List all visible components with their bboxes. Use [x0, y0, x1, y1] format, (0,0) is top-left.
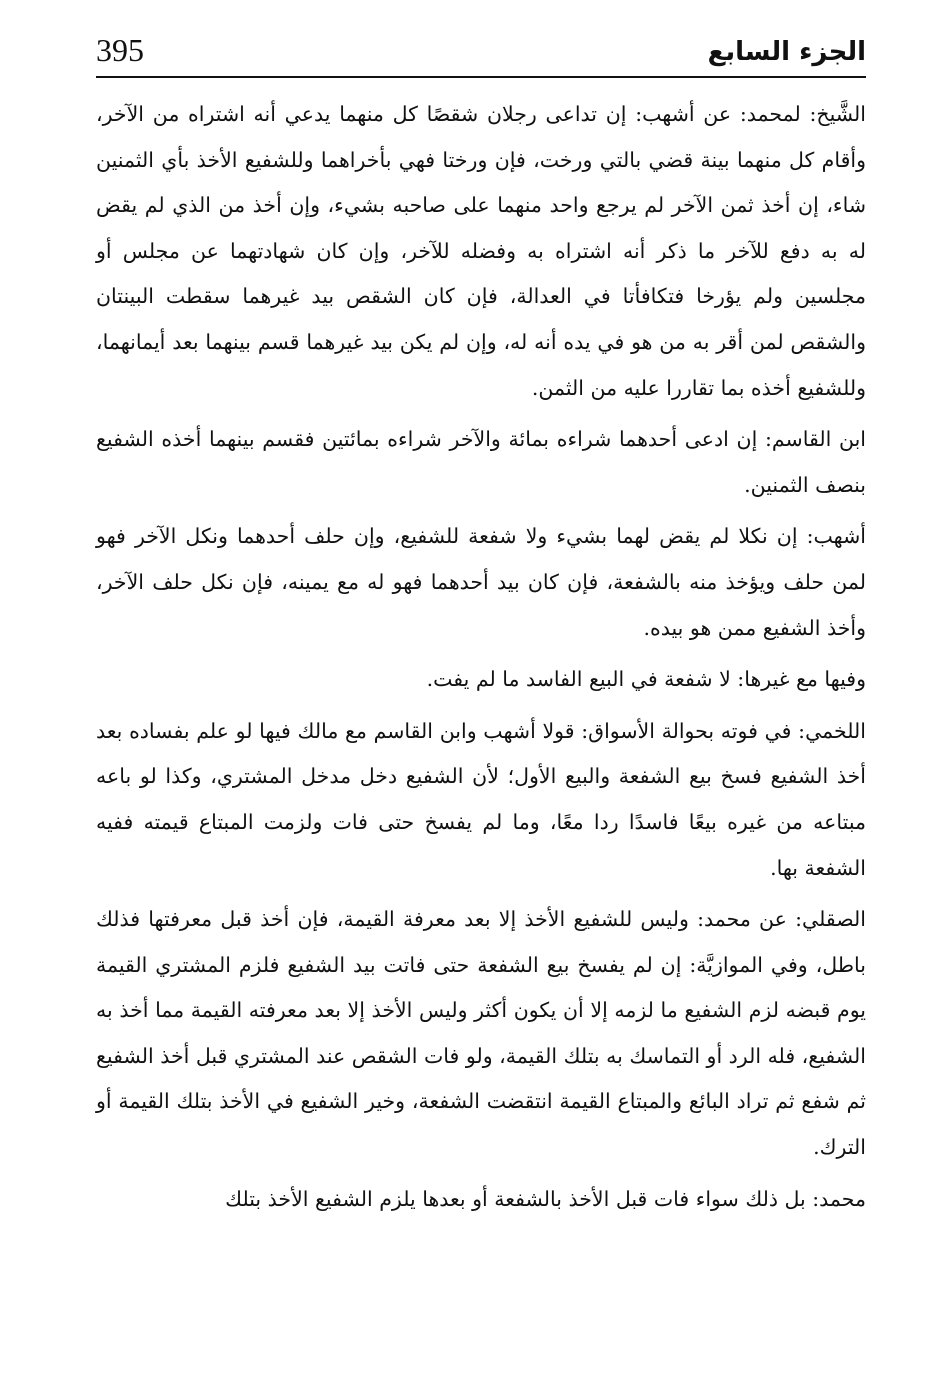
- paragraph: محمد: بل ذلك سواء فات قبل الأخذ بالشفعة أو بعدها يلزم الشفيع الأخذ بتلك: [225, 1186, 866, 1211]
- paragraph: ابن القاسم: إن ادعى أحدهما شراءه بمائة والآخر شراءه بمائتين فقسم بينهما أخذه الشفيع بنصف الثمنين.: [96, 427, 866, 497]
- paragraph: أشهب: إن نكلا لم يقض لهما بشيء ولا شفعة للشفيع، وإن حلف أحدهما ونكل الآخر فهو لمن حلف ويؤخذ منه بالشفعة، فإن كان بيد أحدهما فهو له مع يمينه، فإن نكل حلف الآخر، وأخذ الشفيع ممن هو بيده.: [96, 524, 866, 640]
- paragraph: الصقلي: عن محمد: وليس للشفيع الأخذ إلا بعد معرفة القيمة، فإن أخذ قبل معرفتها فذلك باطل، وفي الموازيَّة: إن لم يفسخ بيع الشفعة حتى فاتت بيد الشفيع فلزم المشتري القيمة يوم قبضه لزم الشفيع ما لزمه إلا أن يكون أكثر وليس الأخذ إلا بعد معرفته القيمة مما أخذ به الشفيع، فله الرد أو التماسك به بتلك القيمة، ولو فات الشقص عند المشتري قبل أخذ الشفيع ثم شفع ثم تراد البائع والمبتاع القيمة انتقضت الشفعة، وخير الشفيع في الأخذ بتلك القيمة أو الترك.: [96, 907, 866, 1160]
- paragraph: وفيها مع غيرها: لا شفعة في البيع الفاسد ما لم يفت.: [426, 667, 866, 692]
- paragraph: الشَّيخ: لمحمد: عن أشهب: إن تداعى رجلان شقصًا كل منهما يدعي أنه اشتراه من الآخر، وأقام كل منهما بينة قضي بالتي ورخت، فإن ورختا فهي بأخراهما وللشفيع الأخذ بأي الثمنين شاء، إن أخذ ثمن الآخر لم يرجع واحد منهما على صاحبه بشيء، وإن أخذ من الذي لم يقض له به دفع للآخر ما ذكر أنه اشتراه به وفضله للآخر، وإن كان شهادتهما عن مجلس أو مجلسين ولم يؤرخا فتكافأتا في العدالة، فإن كان الشقص بيد غيرهما سقطت البينتان والشقص لمن أقر به من هو في يده أنه له، وإن لم يكن بيد غيرهما قسم بينهما بعد أيمانهما، وللشفيع أخذه بما تقاررا عليه من الثمن.: [96, 102, 866, 400]
- page-number: 395: [96, 32, 144, 68]
- page-header: [96, 26, 866, 78]
- page-body: [96, 92, 866, 1228]
- paragraph: اللخمي: في فوته بحوالة الأسواق: قولا أشهب وابن القاسم مع مالك فيها لو علم بفساده بعد أخذ الشفيع فسخ بيع الشفعة والبيع الأول؛ لأن الشفيع دخل مدخل المشتري، وكذا لو باعه مبتاعه من غيره بيعًا فاسدًا ردا معًا، وما لم يفسخ حتى فات ولزمت المبتاع قيمته ففيه الشفعة بها.: [96, 718, 866, 880]
- running-title: الجزء السابع: [707, 37, 866, 67]
